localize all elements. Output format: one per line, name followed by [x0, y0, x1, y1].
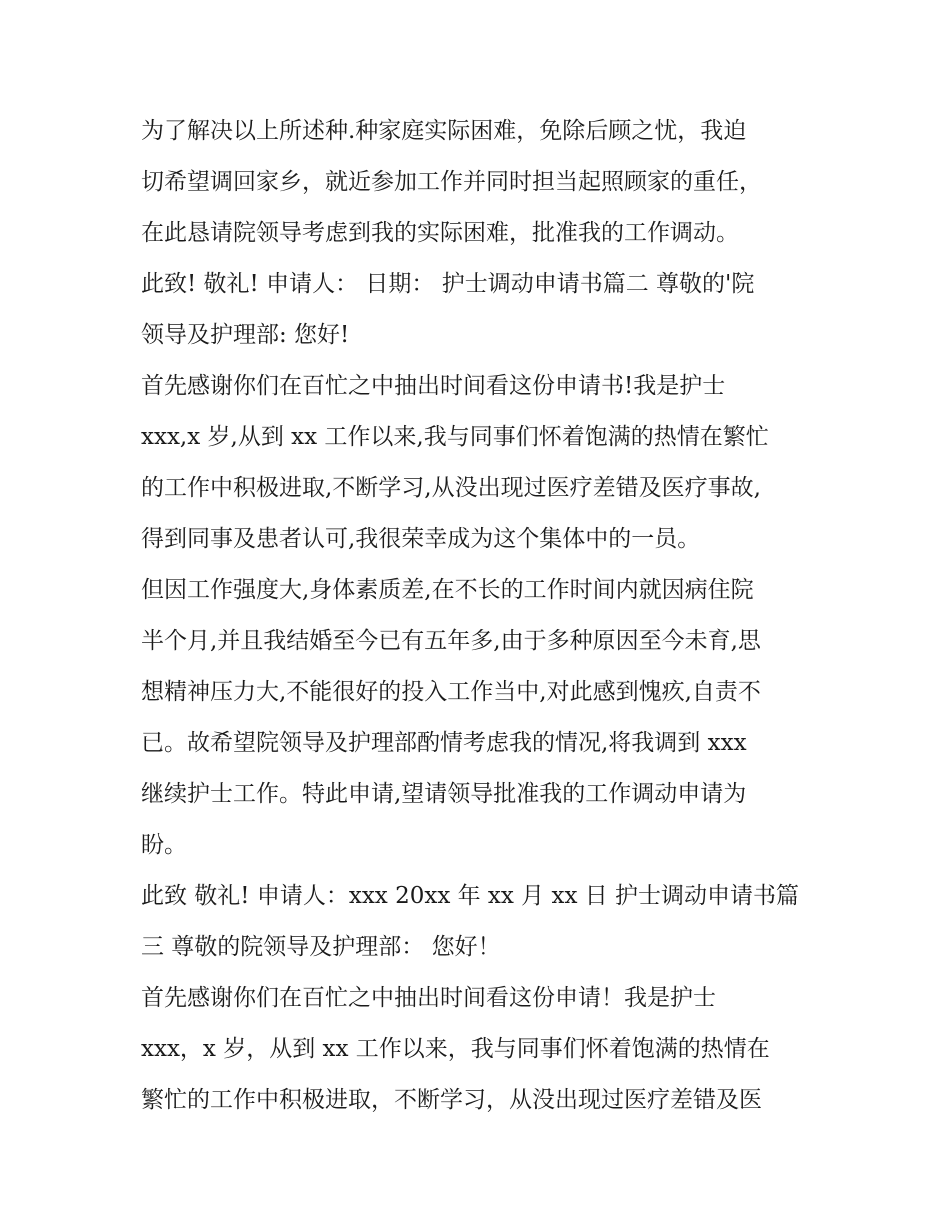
text-line: 领导及护理部: 您好!: [141, 322, 350, 348]
text-line: 已。故希望院领导及护理部酌情考虑我的情况,将我调到 xxx: [141, 730, 747, 756]
text-line: 三 尊敬的院领导及护理部： 您好！: [141, 934, 501, 960]
text-line: xxx，x 岁，从到 xx 工作以来，我与同事们怀着饱满的热情在: [141, 1036, 770, 1062]
text-line: xxx,x 岁,从到 xx 工作以来,我与同事们怀着饱满的热情在繁忙: [141, 424, 769, 450]
text-line: 得到同事及患者认可,我很荣幸成为这个集体中的一员。: [141, 526, 701, 552]
body-text: [141, 106, 821, 1126]
text-line: 但因工作强度大,身体素质差,在不长的工作时间内就因病住院: [141, 577, 754, 603]
text-line: 切希望调回家乡，就近参加工作并同时担当起照顾家的重任，: [141, 169, 762, 195]
text-line: 盼。: [141, 832, 187, 858]
text-line: 半个月,并且我结婚至今已有五年多,由于多种原因至今未育,思: [141, 628, 761, 654]
text-line: 在此恳请院领导考虑到我的实际困难，批准我的工作调动。: [141, 220, 739, 246]
text-line: 繁忙的工作中积极进取，不断学习，从没出现过医疗差错及医: [141, 1087, 762, 1113]
text-line: 的工作中积极进取,不断学习,从没出现过医疗差错及医疗事故,: [141, 475, 761, 501]
text-line: 为了解决以上所述种.种家庭实际困难，免除后顾之忧，我迫: [141, 118, 747, 144]
text-line: 继续护士工作。特此申请,望请领导批准我的工作调动申请为: [141, 781, 747, 807]
text-line: 此致 敬礼! 申请人：xxx 20xx 年 xx 月 xx 日 护士调动申请书篇: [141, 883, 800, 909]
text-line: 想精神压力大,不能很好的投入工作当中,对此感到愧疚,自责不: [141, 679, 761, 705]
text-line: 此致! 敬礼! 申请人： 日期： 护士调动申请书篇二 尊敬的'院: [141, 271, 755, 297]
text-line: 首先感谢你们在百忙之中抽出时间看这份申请书!我是护士: [141, 373, 726, 399]
text-line: 首先感谢你们在百忙之中抽出时间看这份申请！我是护士: [141, 985, 716, 1011]
